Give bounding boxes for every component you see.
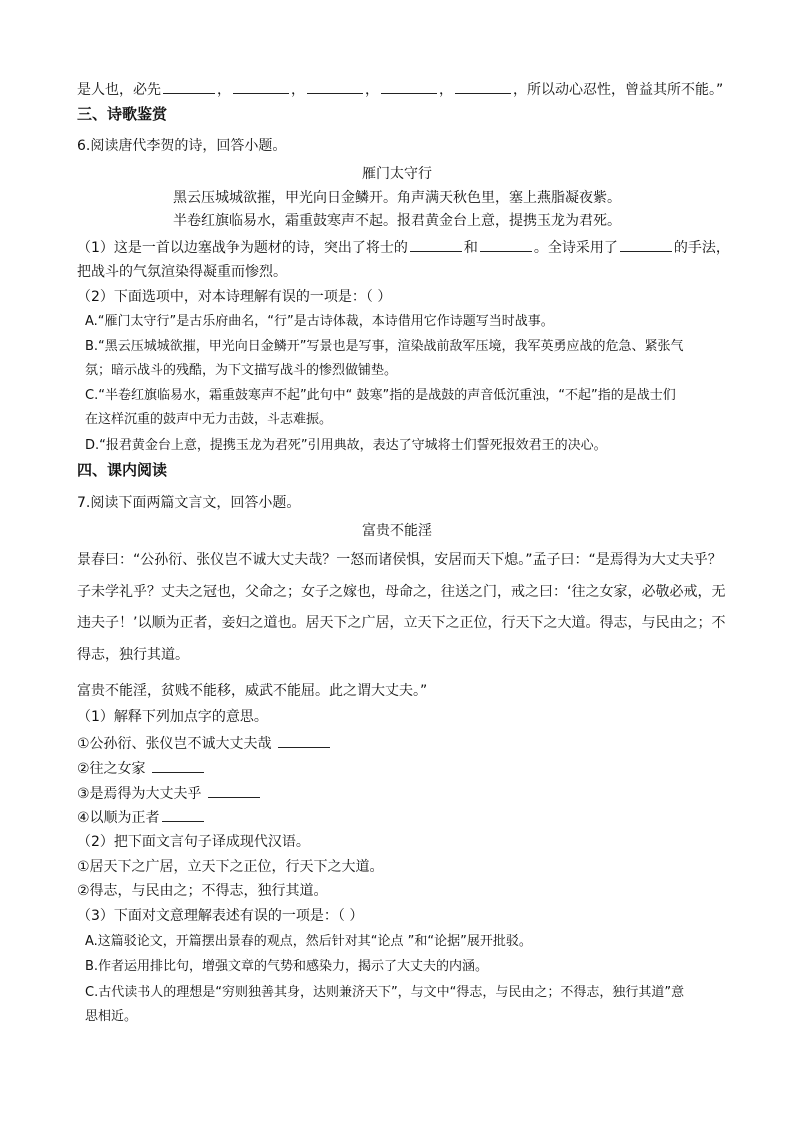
poem-title: 雁门太守行	[362, 166, 432, 182]
option-a[interactable]: A.这篇驳论文，开篇摆出景春的观点，然后针对其“论点 ”和“论据”展开批驳。	[85, 934, 532, 949]
poem-line: 半卷红旗临易水，霜重鼓寒声不起。报君黄金台上意，提携玉龙为君死。	[173, 213, 621, 229]
option-d[interactable]: D.“报君黄金台上意，提携玉龙为君死”引用典故，表达了守城将士们誓死报效君王的决心。	[85, 438, 607, 453]
option-a[interactable]: A.“雁门太守行”是古乐府曲名，“行”是古诗体裁，本诗借用它作诗题写当时战事。	[85, 314, 554, 329]
section-heading: 三、诗歌鉴赏	[77, 105, 168, 123]
option-b[interactable]: B.作者运用排比句，增强文章的气势和感染力，揭示了大丈夫的内涵。	[85, 959, 489, 974]
passage-line: 违夫子！’以顺为正者，妾妇之道也。居天下之广居，立天下之正位，行天下之大道。得志，与民由之；不	[77, 615, 726, 631]
answer-blank[interactable]	[233, 79, 289, 94]
translate-item: ②得志，与民由之；不得志，独行其道。	[77, 883, 328, 899]
answer-blank[interactable]	[455, 79, 511, 94]
word-item: ③是焉得为大丈夫乎	[77, 783, 262, 804]
sub-question: （1）这是一首以边塞战争为题材的诗，突出了将士的 和 。全诗采用了 的手法，	[77, 237, 730, 258]
question-stem: 7.阅读下面两篇文言文，回答小题。	[77, 495, 301, 511]
sub-question: （2）下面选项中，对本诗理解有误的一项是：（ ）	[77, 289, 392, 305]
section-heading: 四、课内阅读	[77, 461, 168, 479]
answer-blank[interactable]	[410, 237, 462, 252]
answer-blank[interactable]	[307, 79, 363, 94]
option-b-cont: 氛；暗示战斗的残酷，为下文描写战斗的惨烈做铺垫。	[85, 363, 398, 378]
passage-line: 子未学礼乎？丈夫之冠也，父命之；女子之嫁也，母命之，往送之门，戒之曰：‘往之女家，必敬必戒，无	[77, 584, 726, 600]
answer-blank[interactable]	[163, 79, 215, 94]
answer-blank[interactable]	[278, 733, 330, 748]
sub-question-cont: 把战斗的气氛渲染得凝重而惨烈。	[77, 264, 287, 280]
answer-blank[interactable]	[381, 79, 437, 94]
option-c-cont: 思相近。	[85, 1009, 138, 1024]
sub-question: （1）解释下列加点字的意思。	[77, 709, 268, 725]
passage-line: 得志，独行其道。	[77, 647, 189, 663]
translate-item: ①居天下之广居，立天下之正位，行天下之大道。	[77, 859, 384, 875]
q5-tail-line: 是人也，必先 ， ， ， ， ，所以动心忍性，曾益其所不能。”	[77, 79, 723, 100]
text-title: 富贵不能淫	[362, 523, 432, 539]
passage-line: 景春曰：“公孙衍、张仪岂不诚大丈夫哉？一怒而诸侯惧，安居而天下熄。”孟子曰：“是焉得为大丈夫乎？	[77, 552, 722, 568]
option-b[interactable]: B.“黑云压城城欲摧，甲光向日金鳞开”写景也是写事，渲染战前敌军压境，我军英勇应战的危急、紧张气	[85, 339, 684, 354]
answer-blank[interactable]	[162, 807, 204, 822]
question-stem: 6.阅读唐代李贺的诗，回答小题。	[77, 138, 287, 154]
answer-blank[interactable]	[208, 783, 260, 798]
option-c[interactable]: C.古代读书人的理想是“穷则独善其身，达则兼济天下”，与文中“得志，与民由之；不得志，独行其道”意	[85, 985, 685, 1000]
word-item: ②往之女家	[77, 758, 206, 779]
answer-blank[interactable]	[152, 758, 204, 773]
word-item: ④以顺为正者	[77, 807, 206, 828]
sub-question: （3）下面对文意理解表述有误的一项是：（ ）	[77, 908, 364, 924]
poem-line: 黑云压城城欲摧，甲光向日金鳞开。角声满天秋色里，塞上燕脂凝夜紫。	[173, 190, 621, 206]
answer-blank[interactable]	[620, 237, 672, 252]
option-c-cont: 在这样沉重的鼓声中无力击鼓，斗志难振。	[85, 412, 333, 427]
answer-blank[interactable]	[480, 237, 532, 252]
word-item: ①公孙衍、张仪岂不诚大丈夫哉	[77, 733, 332, 754]
sub-question: （2）把下面文言句子译成现代汉语。	[77, 834, 310, 850]
option-c[interactable]: C.“半卷红旗临易水，霜重鼓寒声不起”此句中“ 鼓寒”指的是战鼓的声音低沉重浊，“不起”指的是战士们	[85, 388, 676, 403]
passage-line: 富贵不能淫，贫贱不能移，威武不能屈。此之谓大丈夫。”	[77, 683, 428, 699]
